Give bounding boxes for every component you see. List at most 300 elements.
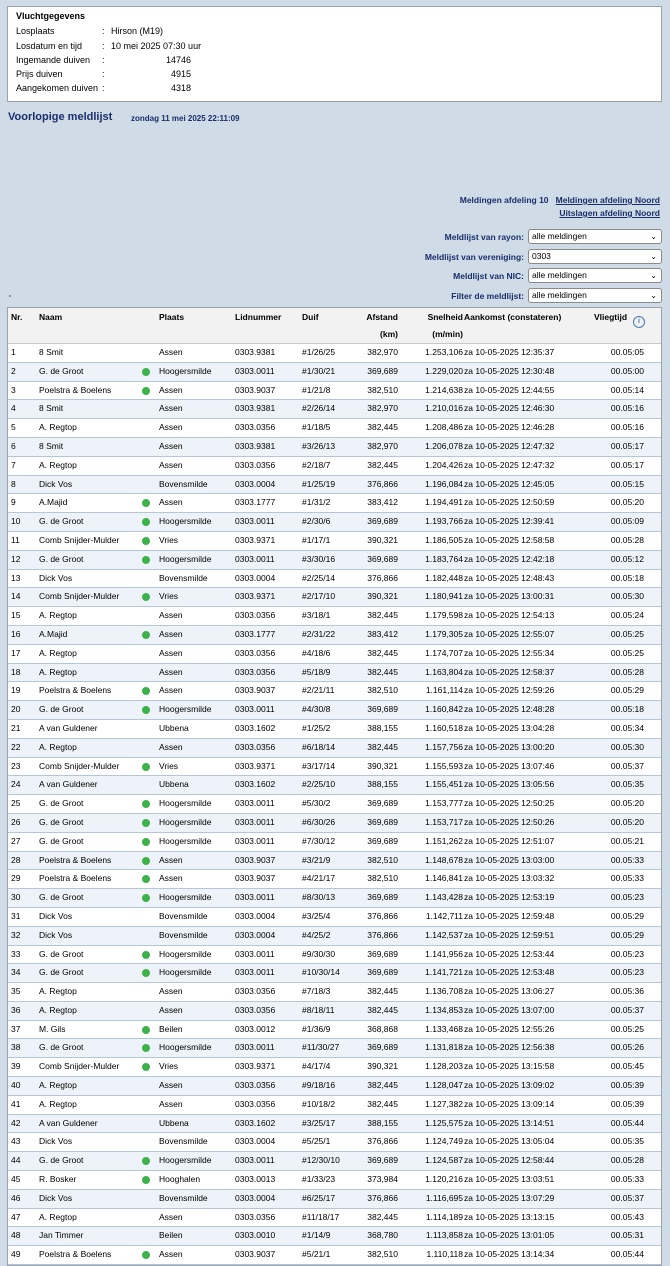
row-nr: 12: [11, 553, 21, 564]
table-row[interactable]: [8, 645, 661, 664]
info-value: 14746: [165, 55, 191, 65]
table-row[interactable]: [8, 1227, 661, 1246]
row-lidnummer: 0303.9381: [235, 403, 276, 414]
row-aankomst: za 10-05-2025 12:59:51: [464, 929, 555, 940]
row-naam: Poelstra & Boelens: [39, 854, 112, 865]
row-naam: Comb Snijder-Mulder: [39, 534, 120, 545]
col-aankomst[interactable]: Aankomst (constateren): [464, 312, 562, 322]
row-plaats: Hoogersmilde: [159, 365, 212, 376]
row-duif: #1/30/21: [302, 365, 336, 376]
table-row[interactable]: [8, 833, 661, 852]
info-value: 4318: [170, 83, 191, 93]
row-naam: G. de Groot: [39, 892, 84, 903]
table-row[interactable]: [8, 1077, 661, 1096]
row-lidnummer: 0303.0011: [235, 1155, 275, 1166]
links-block: [460, 194, 660, 220]
table-row[interactable]: [8, 1133, 661, 1152]
row-vliegtijd: 00.05:34: [610, 722, 644, 733]
row-plaats: Hoogersmilde: [159, 967, 212, 978]
row-afstand: 382,970: [367, 347, 398, 357]
info-prijs: Prijs duiven : 4915: [16, 69, 191, 79]
table-row[interactable]: [8, 758, 661, 777]
row-duif: #1/25/19: [302, 478, 336, 489]
row-naam: A van Guldener: [39, 779, 98, 790]
row-vliegtijd: 00.05:00: [610, 365, 644, 376]
row-vliegtijd: 00.05:25: [610, 628, 644, 639]
table-row[interactable]: [8, 607, 661, 626]
table-row[interactable]: [8, 626, 661, 645]
status-dot-icon: [142, 951, 150, 959]
table-row[interactable]: [8, 664, 661, 683]
row-vliegtijd: 00.05:20: [610, 798, 644, 809]
select-value: alle meldingen: [532, 290, 587, 300]
row-afstand: 376,866: [367, 1192, 398, 1203]
row-plaats: Hoogersmilde: [159, 798, 212, 809]
table-row[interactable]: [8, 1209, 661, 1228]
row-lidnummer: 0303.0012: [235, 1023, 276, 1034]
table-row[interactable]: [8, 870, 661, 889]
row-aankomst: za 10-05-2025 12:53:19: [464, 892, 555, 903]
row-nr: 7: [11, 459, 16, 470]
row-lidnummer: 0303.0004: [235, 929, 276, 940]
row-lidnummer: 0303.9381: [235, 440, 276, 451]
row-afstand: 383,412: [367, 628, 398, 639]
table-row[interactable]: [8, 588, 661, 607]
row-duif: #12/30/10: [302, 1155, 340, 1166]
row-afstand: 369,689: [367, 704, 398, 715]
link-afdeling-noord[interactable]: Meldingen afdeling Noord: [555, 195, 660, 205]
table-row[interactable]: [8, 1171, 661, 1190]
row-afstand: 382,510: [367, 873, 398, 884]
table-row[interactable]: [8, 908, 661, 927]
row-lidnummer: 0303.0011: [235, 1042, 275, 1053]
row-aankomst: za 10-05-2025 12:46:30: [464, 403, 555, 414]
row-afstand: 390,321: [367, 760, 398, 771]
row-afstand: 376,866: [367, 929, 398, 940]
table-row[interactable]: [8, 1002, 661, 1021]
table-row[interactable]: [8, 570, 661, 589]
table-row[interactable]: [8, 701, 661, 720]
row-snelheid: 1.151,262: [425, 835, 463, 846]
chevron-down-icon: ⌄: [650, 291, 657, 300]
row-afstand: 368,780: [367, 1230, 398, 1241]
row-naam: G. de Groot: [39, 835, 84, 846]
table-row[interactable]: [8, 1021, 661, 1040]
row-afstand: 369,689: [367, 798, 398, 809]
col-snelheid-unit: (m/min): [432, 329, 463, 339]
row-naam: Dick Vos: [39, 929, 73, 940]
row-plaats: Assen: [159, 459, 183, 470]
row-duif: #1/31/2: [302, 497, 331, 508]
page-title: Voorlopige meldlijst: [8, 111, 113, 123]
row-lidnummer: 0303.1602: [235, 1117, 276, 1128]
row-duif: #4/18/6: [302, 647, 331, 658]
row-duif: #1/26/25: [302, 347, 336, 357]
row-lidnummer: 0303.9037: [235, 854, 276, 865]
row-vliegtijd: 00.05:36: [610, 986, 644, 997]
row-nr: 37: [11, 1023, 21, 1034]
vereniging-select[interactable]: [528, 249, 662, 264]
row-aankomst: za 10-05-2025 12:48:43: [464, 572, 555, 583]
row-aankomst: za 10-05-2025 13:09:14: [464, 1098, 555, 1109]
col-naam[interactable]: Naam: [39, 312, 63, 322]
table-row[interactable]: [8, 363, 661, 382]
status-dot-icon: [142, 763, 150, 771]
row-naam: Comb Snijder-Mulder: [39, 591, 120, 602]
chevron-down-icon: ⌄: [650, 232, 657, 241]
table-row[interactable]: [8, 889, 661, 908]
row-snelheid: 1.142,537: [425, 929, 463, 940]
row-afstand: 382,970: [367, 403, 398, 414]
row-nr: 1: [11, 347, 16, 357]
row-snelheid: 1.120,216: [425, 1174, 463, 1185]
row-plaats: Assen: [159, 666, 183, 677]
filter-meldlijst: [362, 288, 662, 304]
row-nr: 19: [11, 685, 21, 696]
row-snelheid: 1.116,695: [425, 1192, 463, 1203]
row-lidnummer: 0303.9037: [235, 873, 276, 884]
row-naam: G. de Groot: [39, 967, 84, 978]
row-nr: 48: [11, 1230, 21, 1241]
status-dot-icon: [142, 1157, 150, 1165]
row-snelheid: 1.182,448: [425, 572, 463, 583]
row-naam: M. Gils: [39, 1023, 66, 1034]
row-afstand: 382,445: [367, 422, 398, 433]
table-row[interactable]: [8, 983, 661, 1002]
row-aankomst: za 10-05-2025 13:03:51: [464, 1174, 555, 1185]
row-naam: A. Regtop: [39, 1004, 77, 1015]
row-duif: #3/25/17: [302, 1117, 336, 1128]
row-aankomst: za 10-05-2025 12:47:32: [464, 440, 555, 451]
meldlijst-select[interactable]: [528, 288, 662, 303]
info-aangekomen: Aangekomen duiven : 4318: [16, 83, 191, 93]
row-aankomst: za 10-05-2025 12:56:38: [464, 1042, 555, 1053]
row-snelheid: 1.153,717: [425, 816, 463, 827]
row-plaats: Bovensmilde: [159, 478, 208, 489]
row-duif: #7/18/3: [302, 986, 331, 997]
row-naam: Dick Vos: [39, 1136, 73, 1147]
row-snelheid: 1.204,426: [425, 459, 463, 470]
row-duif: #4/30/8: [302, 704, 331, 715]
row-afstand: 382,970: [367, 440, 398, 451]
row-vliegtijd: 00.05:20: [610, 816, 644, 827]
row-vliegtijd: 00.05:37: [610, 1192, 644, 1203]
row-aankomst: za 10-05-2025 13:07:29: [464, 1192, 555, 1203]
row-aankomst: za 10-05-2025 13:07:00: [464, 1004, 555, 1015]
table-row[interactable]: [8, 494, 661, 513]
row-plaats: Ubbena: [159, 779, 189, 790]
row-nr: 40: [11, 1080, 21, 1091]
row-lidnummer: 0303.1602: [235, 722, 276, 733]
row-plaats: Hoogersmilde: [159, 816, 212, 827]
row-vliegtijd: 00.05:09: [610, 516, 644, 527]
table-row[interactable]: [8, 1058, 661, 1077]
table-row[interactable]: [8, 1152, 661, 1171]
table-row[interactable]: [8, 438, 661, 457]
row-vliegtijd: 00.05:39: [610, 1080, 644, 1091]
col-afstand[interactable]: Afstand: [366, 312, 398, 322]
row-snelheid: 1.214,638: [425, 384, 463, 395]
row-plaats: Hoogersmilde: [159, 948, 212, 959]
col-afstand-unit: (km): [380, 329, 398, 339]
row-plaats: Beilen: [159, 1230, 183, 1241]
col-duif[interactable]: Duif: [302, 312, 319, 322]
row-nr: 26: [11, 816, 21, 827]
row-afstand: 369,689: [367, 1042, 398, 1053]
row-aankomst: za 10-05-2025 13:07:46: [464, 760, 555, 771]
row-vliegtijd: 00.05:28: [610, 1155, 644, 1166]
table-row[interactable]: [8, 852, 661, 871]
col-lidnummer[interactable]: Lidnummer: [235, 312, 282, 322]
row-snelheid: 1.125,575: [425, 1117, 463, 1128]
row-plaats: Assen: [159, 1249, 183, 1260]
row-vliegtijd: 00.05:18: [610, 572, 644, 583]
row-plaats: Assen: [159, 1098, 183, 1109]
filter-label: Filter de meldlijst:: [451, 291, 524, 301]
row-afstand: 369,689: [367, 516, 398, 527]
row-nr: 28: [11, 854, 21, 865]
table-row[interactable]: [8, 1096, 661, 1115]
table-row[interactable]: [8, 532, 661, 551]
chevron-down-icon: ⌄: [650, 252, 657, 261]
row-plaats: Assen: [159, 741, 183, 752]
table-row[interactable]: [8, 1039, 661, 1058]
row-naam: G. de Groot: [39, 1155, 84, 1166]
table-row[interactable]: [8, 400, 661, 419]
status-dot-icon: [142, 1044, 150, 1052]
col-nr[interactable]: Nr.: [11, 312, 23, 322]
info-icon[interactable]: [633, 315, 645, 328]
row-nr: 47: [11, 1211, 21, 1222]
row-aankomst: za 10-05-2025 12:35:37: [464, 347, 555, 357]
row-duif: #11/30/27: [302, 1042, 340, 1053]
row-aankomst: za 10-05-2025 12:55:34: [464, 647, 555, 658]
row-naam: Dick Vos: [39, 478, 73, 489]
row-duif: #3/25/4: [302, 910, 331, 921]
select-value: alle meldingen: [532, 231, 587, 241]
row-aankomst: za 10-05-2025 12:39:41: [464, 516, 555, 527]
table-row[interactable]: [8, 344, 661, 363]
row-snelheid: 1.179,598: [425, 610, 463, 621]
row-aankomst: za 10-05-2025 12:53:48: [464, 967, 555, 978]
row-plaats: Hoogersmilde: [159, 704, 212, 715]
row-plaats: Bovensmilde: [159, 1192, 208, 1203]
row-vliegtijd: 00.05:28: [610, 666, 644, 677]
row-lidnummer: 0303.0356: [235, 1004, 276, 1015]
row-plaats: Bovensmilde: [159, 1136, 208, 1147]
row-nr: 20: [11, 704, 21, 715]
row-lidnummer: 0303.0011: [235, 816, 275, 827]
row-nr: 38: [11, 1042, 21, 1053]
table-row[interactable]: [8, 1190, 661, 1209]
row-lidnummer: 0303.0013: [235, 1174, 276, 1185]
table-row[interactable]: [8, 946, 661, 965]
col-plaats[interactable]: Plaats: [159, 312, 185, 322]
row-lidnummer: 0303.0356: [235, 610, 276, 621]
row-naam: Dick Vos: [39, 910, 73, 921]
row-vliegtijd: 00.05:33: [610, 873, 644, 884]
row-afstand: 382,445: [367, 1211, 398, 1222]
row-plaats: Assen: [159, 1004, 183, 1015]
row-naam: 8 Smit: [39, 440, 64, 451]
row-lidnummer: 0303.9037: [235, 1249, 276, 1260]
row-naam: Comb Snijder-Mulder: [39, 760, 120, 771]
row-duif: #10/18/2: [302, 1098, 336, 1109]
row-afstand: 382,445: [367, 1004, 398, 1015]
row-naam: R. Bosker: [39, 1174, 77, 1185]
row-vliegtijd: 00.05:43: [610, 1211, 644, 1222]
table-row[interactable]: [8, 457, 661, 476]
row-plaats: Hoogersmilde: [159, 1042, 212, 1053]
row-naam: G. de Groot: [39, 948, 84, 959]
row-lidnummer: 0303.0356: [235, 647, 276, 658]
row-snelheid: 1.142,711: [425, 910, 463, 921]
col-snelheid[interactable]: Snelheid: [427, 312, 463, 322]
row-naam: A. Regtop: [39, 666, 77, 677]
row-duif: #5/30/2: [302, 798, 331, 809]
row-nr: 4: [11, 403, 16, 414]
table-row[interactable]: [8, 682, 661, 701]
info-label: Aangekomen duiven: [16, 83, 99, 93]
row-nr: 30: [11, 892, 21, 903]
row-naam: Dick Vos: [39, 1192, 73, 1203]
row-plaats: Assen: [159, 347, 183, 357]
row-naam: A van Guldener: [39, 1117, 98, 1128]
row-nr: 31: [11, 910, 21, 921]
row-duif: #11/18/17: [302, 1211, 340, 1222]
row-nr: 44: [11, 1155, 21, 1166]
row-snelheid: 1.179,305: [425, 628, 463, 639]
table-row[interactable]: [8, 551, 661, 570]
chevron-down-icon: ⌄: [650, 271, 657, 280]
row-vliegtijd: 00.05:37: [610, 760, 644, 771]
row-nr: 13: [11, 572, 21, 583]
row-naam: G. de Groot: [39, 798, 84, 809]
row-snelheid: 1.133,468: [425, 1023, 463, 1034]
row-aankomst: za 10-05-2025 13:15:58: [464, 1061, 555, 1072]
rayon-select[interactable]: [528, 229, 662, 244]
row-naam: A. Regtop: [39, 1098, 77, 1109]
link-afdeling-10[interactable]: Meldingen afdeling 10: [459, 195, 549, 205]
row-afstand: 383,412: [367, 497, 398, 508]
table-row[interactable]: [8, 739, 661, 758]
table-row[interactable]: [8, 814, 661, 833]
row-vliegtijd: 00.05:28: [610, 534, 644, 545]
row-duif: #6/25/17: [302, 1192, 336, 1203]
row-plaats: Hoogersmilde: [159, 892, 212, 903]
row-snelheid: 1.141,956: [425, 948, 463, 959]
row-snelheid: 1.196,084: [425, 478, 463, 489]
row-snelheid: 1.127,382: [425, 1098, 463, 1109]
row-vliegtijd: 00.05:29: [610, 685, 644, 696]
row-nr: 15: [11, 610, 21, 621]
table-row[interactable]: [8, 927, 661, 946]
row-naam: G. de Groot: [39, 516, 84, 527]
row-plaats: Assen: [159, 854, 183, 865]
status-dot-icon: [142, 499, 150, 507]
row-aankomst: za 10-05-2025 13:04:28: [464, 722, 555, 733]
page-subtitle: zondag 11 mei 2025 22:11:09: [131, 114, 240, 123]
row-lidnummer: 0303.0011: [235, 967, 275, 978]
row-snelheid: 1.229,020: [425, 365, 463, 376]
row-plaats: Assen: [159, 610, 183, 621]
row-lidnummer: 0303.0010: [235, 1230, 276, 1241]
status-dot-icon: [142, 857, 150, 865]
table-row[interactable]: [8, 1246, 661, 1265]
row-plaats: Hoogersmilde: [159, 516, 212, 527]
table-row[interactable]: [8, 776, 661, 795]
row-afstand: 376,866: [367, 478, 398, 489]
row-lidnummer: 0303.0004: [235, 478, 276, 489]
row-snelheid: 1.155,593: [425, 760, 463, 771]
filter-rayon: [362, 229, 662, 245]
col-vliegtijd[interactable]: Vliegtijd: [594, 312, 628, 322]
table-row[interactable]: [8, 382, 661, 401]
row-snelheid: 1.110,118: [426, 1249, 463, 1260]
table-row[interactable]: [8, 964, 661, 983]
row-vliegtijd: 00.05:23: [610, 948, 644, 959]
meldlijst-table: [7, 307, 662, 1266]
row-lidnummer: 0303.9371: [235, 1061, 276, 1072]
row-duif: #4/25/2: [302, 929, 331, 940]
row-snelheid: 1.146,841: [425, 873, 463, 884]
info-label: Losdatum en tijd: [16, 41, 83, 51]
row-naam: G. de Groot: [39, 1042, 84, 1053]
row-vliegtijd: 00.05:21: [610, 835, 644, 846]
row-plaats: Assen: [159, 1211, 183, 1222]
filter-label: Meldlijst van rayon:: [444, 232, 524, 242]
status-dot-icon: [142, 706, 150, 714]
nic-select[interactable]: [528, 268, 662, 283]
row-nr: 8: [11, 478, 16, 489]
row-plaats: Beilen: [159, 1023, 183, 1034]
table-row[interactable]: [8, 720, 661, 739]
row-duif: #1/18/5: [302, 422, 331, 433]
row-afstand: 382,510: [367, 384, 398, 395]
row-lidnummer: 0303.0011: [235, 948, 275, 959]
row-lidnummer: 0303.0011: [235, 553, 275, 564]
row-snelheid: 1.160,842: [425, 704, 463, 715]
table-row[interactable]: [8, 1115, 661, 1134]
row-nr: 34: [11, 967, 21, 978]
table-row[interactable]: [8, 513, 661, 532]
vluchtgegevens-title: Vluchtgegevens: [16, 11, 86, 21]
row-nr: 35: [11, 986, 21, 997]
row-duif: #2/25/14: [302, 572, 336, 583]
row-duif: #2/18/7: [302, 459, 331, 470]
table-row[interactable]: [8, 795, 661, 814]
row-naam: Poelstra & Boelens: [39, 873, 112, 884]
row-afstand: 376,866: [367, 572, 398, 583]
row-aankomst: za 10-05-2025 12:58:44: [464, 1155, 555, 1166]
row-snelheid: 1.157,756: [425, 741, 463, 752]
status-dot-icon: [142, 387, 150, 395]
row-duif: #2/26/14: [302, 403, 336, 414]
row-lidnummer: 0303.1777: [235, 497, 276, 508]
link-uitslagen-noord[interactable]: Uitslagen afdeling Noord: [559, 208, 660, 218]
row-afstand: 382,445: [367, 459, 398, 470]
row-aankomst: za 10-05-2025 12:45:05: [464, 478, 555, 489]
row-afstand: 369,689: [367, 948, 398, 959]
row-snelheid: 1.141,721: [425, 967, 463, 978]
row-naam: A. Regtop: [39, 986, 77, 997]
table-row[interactable]: [8, 476, 661, 495]
row-naam: Poelstra & Boelens: [39, 384, 112, 395]
row-duif: #1/25/2: [302, 722, 331, 733]
row-nr: 3: [11, 384, 16, 395]
table-row[interactable]: [8, 419, 661, 438]
row-duif: #5/25/1: [302, 1136, 331, 1147]
